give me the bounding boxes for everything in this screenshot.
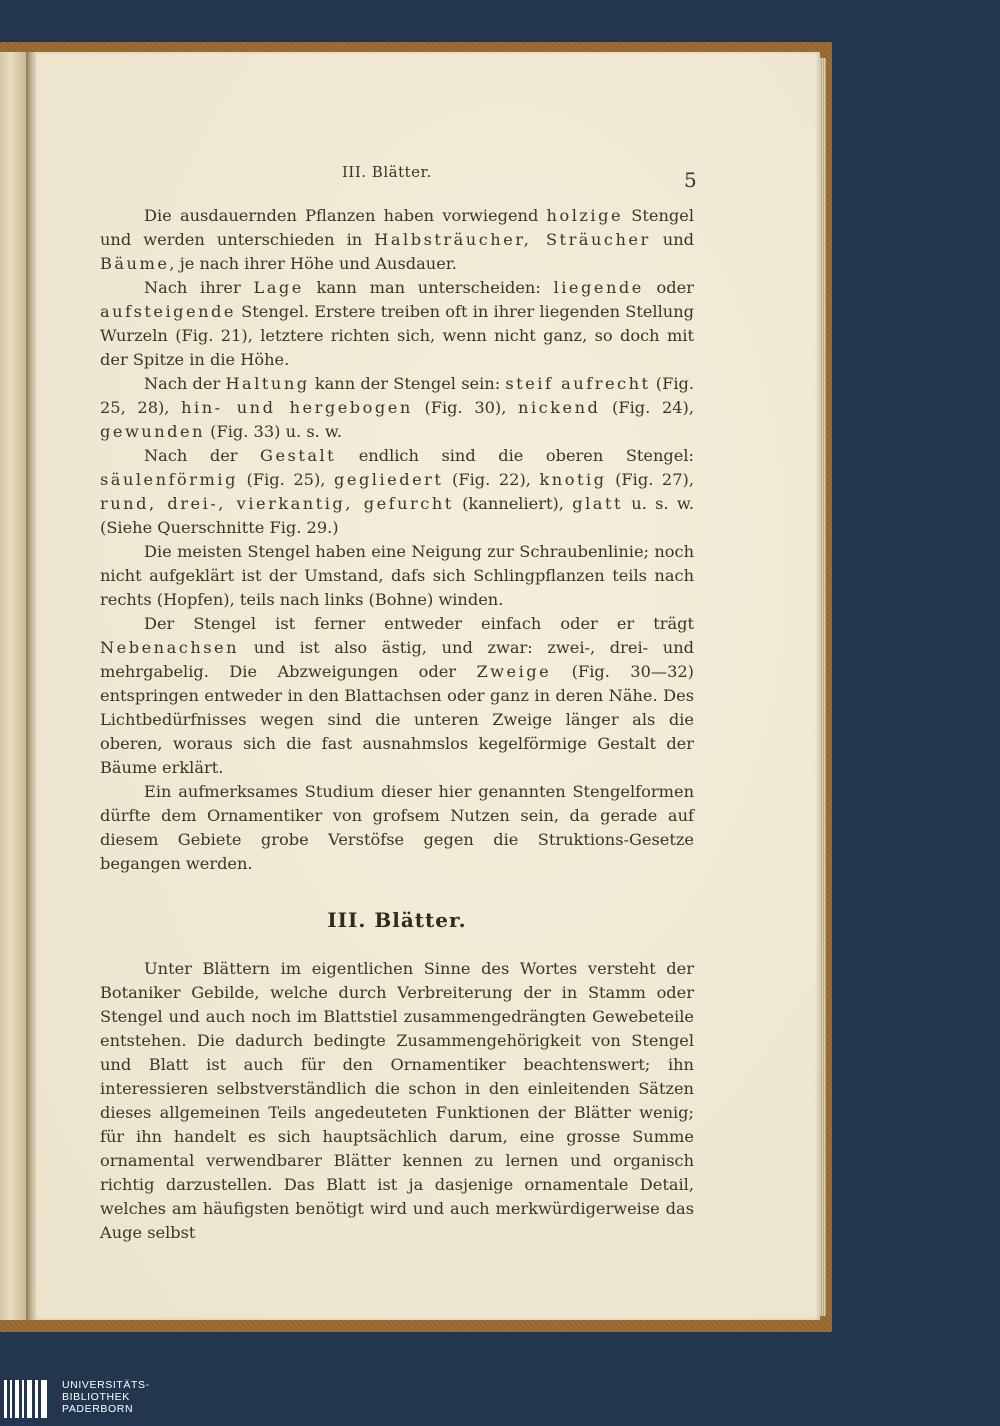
spaced-term: nickend [518,398,601,417]
paragraph-2 [100,276,694,372]
running-head: III. Blätter. [342,163,432,181]
text-run: , je nach ihrer Höhe und Ausdauer. [169,254,457,273]
spaced-term: Gestalt [260,446,337,465]
left-page-edge [0,52,27,1320]
paragraph-7: Ein aufmerksames Studium dieser hier genannten Stengelformen dürfte dem Ornamentiker von grofsem Nutzen sein, da gerade auf diesem Gebiete grobe Verstöfse gegen die Struktions-Gesetze begangen werden. [100,782,694,873]
spaced-term: säulenförmig [100,470,238,489]
section-heading: III. Blätter. [327,908,467,932]
text-run: (kanneliert), [453,494,573,513]
text-run: Stengel. Erstere treiben oft in ihrer liegenden Stellung Wurzeln (Fig. 21), letztere richten sich, wenn nicht ganz, so doch mit der Spitze in die Höhe. [100,302,694,369]
library-logo-icon [4,1380,54,1418]
text-run: (Fig. 33) u. s. w. [205,422,343,441]
text-run: Der Stengel ist ferner entweder einfach oder er trägt [144,614,694,633]
text-run: (Fig. 25), [237,470,334,489]
library-footer [0,1376,1000,1426]
text-run: Stengel und werden unterschieden in [100,206,694,249]
text-run: Nach der [144,374,226,393]
paragraph-5: Die meisten Stengel haben eine Neigung zur Schraubenlinie; noch nicht aufgeklärt ist der Umstand, dafs sich Schlingpflanzen teils nach rechts (Hopfen), teils nach links (Bohne) winden. [100,542,694,609]
library-logo-text [62,1379,150,1415]
text-run: (Fig. 24), [600,398,694,417]
spaced-term: Haltung [225,374,310,393]
text-run: und [650,230,694,249]
text-run: kann der Stengel sein: [309,374,506,393]
text-run: (Fig. 22), [443,470,540,489]
page-text [100,204,694,1245]
spaced-term: Bäume [100,254,170,273]
spaced-term: Zweige [476,662,552,681]
paragraph-1 [100,204,694,276]
text-run: endlich sind die oberen Stengel: [336,446,694,465]
spaced-term: Halbsträucher, Sträucher [374,230,651,249]
logo-line: PADERBORN [62,1403,134,1415]
spaced-term: liegende [553,278,644,297]
logo-line: UNIVERSITÄTS- [62,1379,150,1391]
spaced-term: gegliedert [334,470,444,489]
spaced-term: Nebenachsen [100,638,240,657]
text-run: Nach der [144,446,261,465]
text-run: (Fig. 25, 28), [100,374,694,417]
text-run: kann man unterscheiden: [303,278,554,297]
paragraph-8: Unter Blättern im eigentlichen Sinne des Wortes versteht der Botaniker Gebilde, welche durch Verbreiterung der in Stamm oder Stengel und auch noch im Blattstiel zusammengedrängten Gewebeteile entstehen. Die dadurch bedingte Zusammengehörigkeit von Stengel und Blatt ist auch für den Ornamentiker beachtenswert; ihn interessieren selbstverständlich die schon in den einleitenden Sätzen dieses allgemeinen Teils angedeuteten Funktionen der Blätter wenig; für ihn handelt es sich hauptsächlich darum, eine grosse Summe ornamental verwendbarer Blätter kennen zu lernen und organisch richtig darzustellen. Das Blatt ist ja dasjenige ornamentale Detail, welches am häufigsten benötigt wird und auch merkwürdigerweise das Auge selbst [100,959,694,1242]
page-number: 5 [684,168,697,192]
text-run: (Fig. 30), [412,398,519,417]
paragraph-6 [100,612,694,780]
spaced-term: gewunden [100,422,206,441]
text-run: (Fig. 30—32) entspringen entweder in den Blattachsen oder ganz in deren Nähe. Des Lichtbedürfnisses wegen sind die unteren Zweige länger als die oberen, woraus sich die fast ausnahmslos kegelförmige Gestalt der Bäume erklärt. [100,662,694,777]
text-run: (Fig. 27), [606,470,694,489]
text-run: und ist also ästig, und zwar: zwei-, drei- und mehrgabelig. Die Abzweigungen oder [100,638,694,681]
spaced-term: hin- und hergebogen [181,398,413,417]
spaced-term: knotig [539,470,607,489]
spaced-term: steif aufrecht [505,374,651,393]
spaced-term: holzige [546,206,624,225]
spaced-term: Lage [253,278,304,297]
text-run: u. s. w. (Siehe Querschnitte Fig. 29.) [100,494,694,537]
text-run: Nach ihrer [144,278,254,297]
text-run: Die ausdauernden Pflanzen haben vorwiegend [144,206,547,225]
text-run: oder [643,278,694,297]
spaced-term: rund, drei-, vierkantig, gefurcht [100,494,454,513]
paragraph-3 [100,372,694,444]
logo-line: BIBLIOTHEK [62,1391,130,1403]
spaced-term: glatt [572,494,623,513]
spaced-term: aufsteigende [100,302,236,321]
paragraph-4 [100,444,694,540]
page-fore-edge [820,58,826,1316]
